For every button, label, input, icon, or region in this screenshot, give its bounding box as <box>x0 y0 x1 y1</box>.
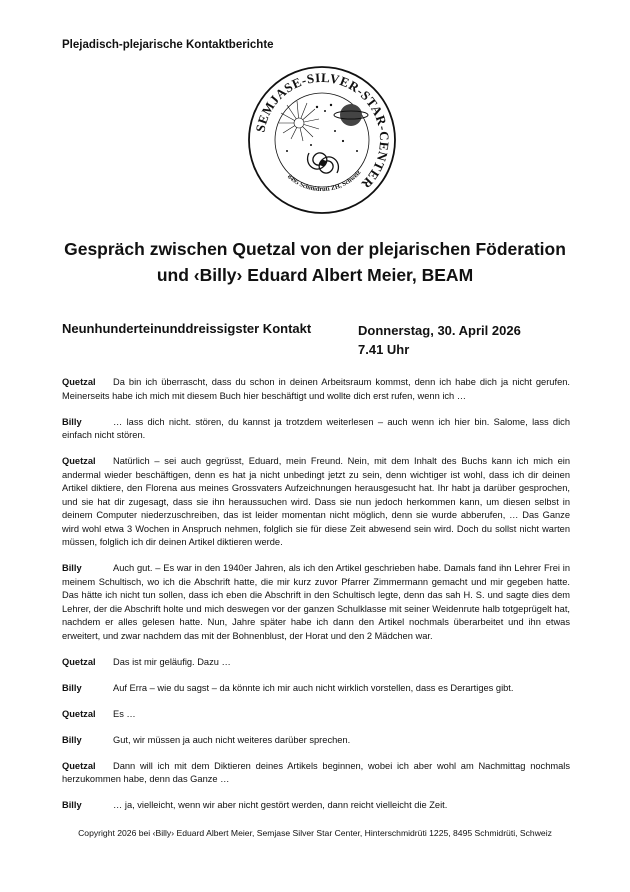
speech-text: Auf Erra – wie du sagst – da könnte ich mir auch nicht wirklich vorstellen, dass es Derartiges gibt. <box>113 682 514 693</box>
contact-date: Donnerstag, 30. April 2026 <box>358 323 521 338</box>
dialogue <box>62 376 570 813</box>
document-title-line1: Gespräch zwischen Quetzal von der plejarischen Föderation <box>64 239 566 259</box>
dialogue-entry <box>62 562 570 643</box>
contact-number: Neunhunderteinunddreissigster Kontakt <box>62 321 312 336</box>
speaker-name: Billy <box>62 734 82 745</box>
copyright-footer: Copyright 2026 bei ‹Billy› Eduard Albert Meier, Semjase Silver Star Center, Hinterschmidrüti 1225, 8495 Schmidrüti, Schweiz <box>78 828 552 838</box>
speaker-name: Billy <box>62 682 82 693</box>
speech-text: Natürlich – sei auch gegrüsst, Eduard, mein Freund. Nein, mit dem Inhalt des Buchs kann ich mich ein andermal wieder beschäftigen, denn es hat ja nicht unbedingt jetzt zu sein, denn wichtiger ist wohl, dass ich dir deinen Artikel diktiere, den Florena aus meines Grossvaters Aufzeichnungen herausgesucht hat. Ihr habt ja darüber gesprochen, und sie hat dir zugesagt, dass sie ihn heraussuchen wird. Dass sie nun jedoch herkommen kann, um diesen selbst in deinem Computer niederzuschreiben, das ist leider momentan nicht möglich, denn sie wurde abberufen, … Das Ganze wird wohl etwa 3 Wochen in Anspruch nehmen, folglich sie für diese Zeit abwesend sein wird. Doch du sollst nicht warten müssen, folglich ich dir deinen Artikel diktieren werde. <box>62 456 570 547</box>
contact-date-block <box>358 321 521 359</box>
speech-text: Gut, wir müssen ja auch nicht weiteres darüber sprechen. <box>113 734 351 745</box>
dialogue-entry <box>62 682 570 696</box>
galaxy-icon <box>308 153 339 173</box>
speech-text: Da bin ich überrascht, dass du schon in deinen Arbeitsraum kommst, denn ich habe dich ja nicht gerufen. Meinerseits habe ich mich mit diesem Buch hier beschäftigt und wollte dich erst rufen, wenn ich … <box>62 377 570 401</box>
dialogue-entry <box>62 376 570 403</box>
speaker-name: Quetzal <box>62 656 96 667</box>
dialogue-entry <box>62 708 570 722</box>
speaker-name: Quetzal <box>62 708 96 719</box>
document-title <box>40 236 590 288</box>
dialogue-entry <box>62 416 570 443</box>
seal-address-text: 8495 Schmidrüti ZH, Schweiz <box>285 169 363 194</box>
speech-text: Auch gut. – Es war in den 1940er Jahren, als ich den Artikel geschrieben habe. Damals fand ihn Lehrer Frei in meinem Schultisch, wo ich die Abschrift hatte, die mir kurz zuvor Pfarrer Zimmermann gemacht und mir gegeben hatte. Das hätte ich nicht tun sollen, dass ich eben die Abschrift in den Schultisch legte, denn das sah H. S. und sagte dies dem Lehrer, der die Abschrift holte und mich deswegen vor der ganzen Schulklasse mit seiner Weidenrute halb totgeprügelt hat, nachdem er alles gelesen hatte. Nun, Jahre später habe ich dann den Artikel nochmals überarbeitet und ihn etwas erweitert, und zwar nachdem das mit der Bohnenblust, der Horat und den 2 Mädchen war. <box>62 563 570 641</box>
document-title-line2: und ‹Billy› Eduard Albert Meier, BEAM <box>156 265 474 285</box>
contact-time: 7.41 Uhr <box>358 342 410 357</box>
dialogue-entry <box>62 760 570 787</box>
dialogue-entry <box>62 455 570 550</box>
speech-text: … ja, vielleicht, wenn wir aber nicht gestört werden, dann reicht vielleicht die Zeit. <box>113 800 448 810</box>
speaker-name: Quetzal <box>62 456 96 466</box>
dialogue-entry <box>62 656 570 670</box>
speaker-name: Billy <box>62 416 82 427</box>
speaker-name: Billy <box>62 563 82 573</box>
dialogue-entry <box>62 799 570 813</box>
speech-text: Das ist mir geläufig. Dazu … <box>113 656 231 667</box>
speaker-name: Quetzal <box>62 377 96 387</box>
speech-text: … lass dich nicht. stören, du kannst ja trotzdem weiterlesen – auch wenn ich hier bin. Salome, lass dich einfach nicht stören. <box>62 416 570 440</box>
dialogue-entry <box>62 734 570 748</box>
semjase-seal-logo <box>247 65 397 215</box>
speech-text: Es … <box>113 708 136 719</box>
speaker-name: Quetzal <box>62 760 96 771</box>
header-title: Plejadisch-plejarische Kontaktberichte <box>62 39 274 51</box>
svg-text:SEMJASE-SILVER-STAR-CENTER <box>253 70 393 192</box>
seal-ring-text: SEMJASE-SILVER-STAR-CENTER <box>252 69 393 193</box>
speech-text: Dann will ich mit dem Diktieren deines Artikels beginnen, wobei ich aber wohl am Nachmittag nochmals herzukommen habe, denn das Ganze … <box>62 760 570 784</box>
planet-icon <box>334 104 368 126</box>
sun-icon <box>279 101 319 141</box>
speaker-name: Billy <box>62 800 82 810</box>
